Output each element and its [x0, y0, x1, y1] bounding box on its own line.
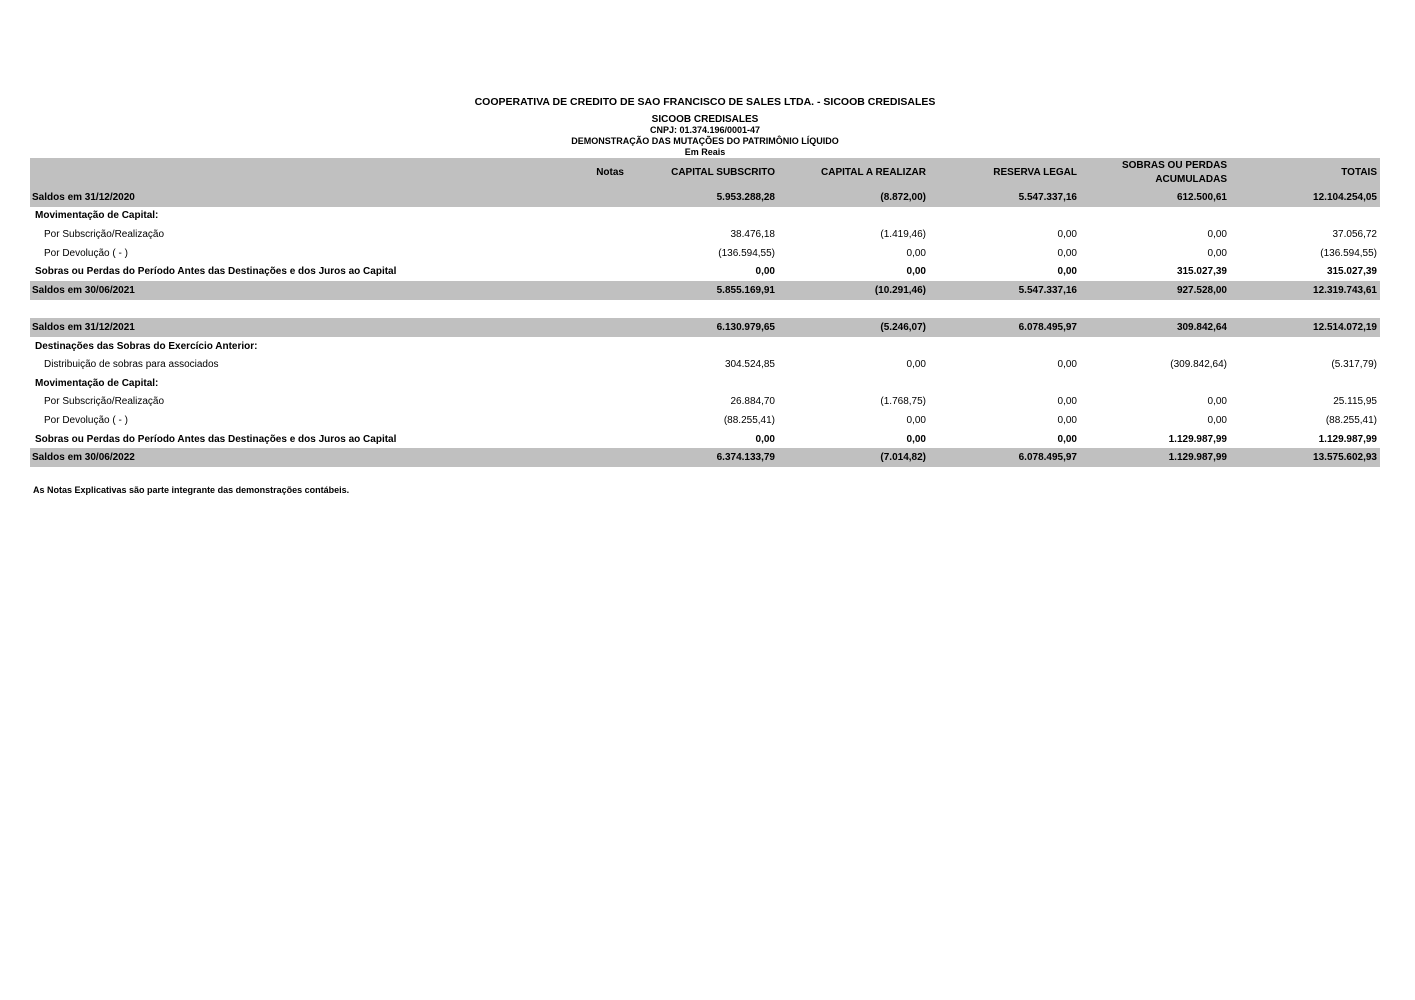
currency-note: Em Reais: [684, 147, 726, 157]
cnpj: CNPJ: 01.374.196/0001-47: [649, 125, 761, 135]
cell-reserva-legal: 5.547.337,16: [1018, 191, 1077, 203]
cell-capital-subscrito: 26.884,70: [730, 396, 775, 408]
table-row: [30, 374, 1380, 393]
header-sobras-line1: SOBRAS OU PERDAS: [1121, 160, 1227, 171]
spacer-row: [30, 300, 1380, 319]
cell-sobras: 0,00: [1207, 228, 1227, 240]
cell-reserva-legal: 5.547.337,16: [1018, 284, 1077, 296]
company-title: COOPERATIVA DE CREDITO DE SAO FRANCISCO DE SALES LTDA. - SICOOB CREDISALES: [474, 96, 936, 108]
footnote: As Notas Explicativas são parte integrante das demonstrações contábeis.: [33, 485, 350, 495]
header-notas: Notas: [596, 167, 624, 178]
cell-reserva-legal: 0,00: [1057, 359, 1077, 371]
cell-capital-a-realizar: (1.768,75): [880, 396, 926, 408]
row-label: Saldos em 30/06/2021: [32, 284, 135, 296]
table-row: [30, 188, 1380, 207]
row-label: Sobras ou Perdas do Período Antes das Destinações e dos Juros ao Capital: [35, 266, 397, 278]
table-row: [30, 281, 1380, 300]
header-capital-a-realizar: CAPITAL A REALIZAR: [821, 167, 926, 178]
statement-title: DEMONSTRAÇÃO DAS MUTAÇÕES DO PATRIMÔNIO LÍQUIDO: [571, 136, 839, 146]
cell-reserva-legal: 0,00: [1057, 247, 1077, 259]
section-label: Movimentação de Capital:: [35, 210, 159, 222]
table-row: [30, 393, 1380, 412]
cell-reserva-legal: 0,00: [1057, 396, 1077, 408]
cell-totais: (88.255,41): [1325, 414, 1377, 426]
table-row: [30, 318, 1380, 337]
header-totais: TOTAIS: [1341, 167, 1377, 178]
cell-reserva-legal: 0,00: [1057, 414, 1077, 426]
row-label: Por Subscrição/Realização: [44, 396, 165, 408]
header-reserva-legal: RESERVA LEGAL: [993, 167, 1077, 178]
cell-capital-a-realizar: 0,00: [906, 247, 926, 259]
cell-capital-subscrito: 304.524,85: [724, 359, 775, 371]
cell-reserva-legal: 6.078.495,97: [1018, 321, 1077, 333]
cell-capital-subscrito: 6.130.979,65: [716, 321, 775, 333]
cell-totais: 315.027,39: [1326, 266, 1377, 278]
cell-capital-subscrito: 38.476,18: [730, 228, 775, 240]
row-label: Distribuição de sobras para associados: [44, 359, 219, 371]
table-row: [30, 430, 1380, 449]
cell-capital-a-realizar: (7.014,82): [880, 452, 926, 464]
cell-capital-subscrito: (88.255,41): [723, 414, 775, 426]
header-blank: [30, 158, 530, 188]
cell-totais: (136.594,55): [1320, 247, 1377, 259]
cell-capital-subscrito: 5.855.169,91: [716, 284, 775, 296]
cell-capital-subscrito: (136.594,55): [718, 247, 775, 259]
table-row: [30, 337, 1380, 356]
cell-capital-a-realizar: 0,00: [906, 266, 926, 278]
table-row: [30, 448, 1380, 467]
header-sobras-line2: ACUMULADAS: [1155, 174, 1227, 185]
cell-totais: 12.319.743,61: [1313, 284, 1377, 296]
cell-totais: 12.514.072,19: [1313, 321, 1377, 333]
section-label: Movimentação de Capital:: [35, 377, 159, 389]
cell-capital-subscrito: 6.374.133,79: [716, 452, 775, 464]
statement-heading: [0, 114, 1410, 158]
table-row: [30, 355, 1380, 374]
cell-sobras: 0,00: [1207, 414, 1227, 426]
cell-reserva-legal: 6.078.495,97: [1018, 452, 1077, 464]
table-row: [30, 225, 1380, 244]
cell-capital-a-realizar: 0,00: [906, 433, 926, 445]
cell-reserva-legal: 0,00: [1057, 228, 1077, 240]
cell-sobras: (309.842,64): [1170, 359, 1227, 371]
cell-totais: 13.575.602,93: [1313, 452, 1377, 464]
row-label: Por Devolução ( - ): [44, 247, 128, 259]
equity-changes-table: [30, 158, 1380, 467]
table-row: [30, 207, 1380, 226]
cell-capital-a-realizar: (10.291,46): [874, 284, 926, 296]
header-sobras: [1080, 158, 1230, 188]
cell-reserva-legal: 0,00: [1057, 433, 1077, 445]
short-name: SICOOB CREDISALES: [651, 114, 759, 125]
cell-totais: 25.115,95: [1333, 396, 1377, 408]
table-header: [30, 158, 1380, 188]
cell-sobras: 1.129.987,99: [1168, 452, 1227, 464]
cell-capital-a-realizar: (8.872,00): [880, 191, 926, 203]
table-row: [30, 411, 1380, 430]
cell-sobras: 315.027,39: [1176, 266, 1227, 278]
table-row: [30, 244, 1380, 263]
cell-capital-subscrito: 0,00: [755, 266, 775, 278]
row-label: Por Subscrição/Realização: [44, 228, 165, 240]
row-label: Por Devolução ( - ): [44, 414, 128, 426]
cell-reserva-legal: 0,00: [1057, 266, 1077, 278]
row-label: Saldos em 31/12/2021: [32, 321, 135, 333]
cell-totais: 12.104.254,05: [1313, 191, 1377, 203]
cell-capital-subscrito: 5.953.288,28: [716, 191, 775, 203]
header-capital-subscrito: CAPITAL SUBSCRITO: [671, 167, 775, 178]
cell-sobras: 927.528,00: [1176, 284, 1227, 296]
cell-sobras: 309.842,64: [1176, 321, 1227, 333]
section-label: Destinações das Sobras do Exercício Anterior:: [35, 340, 258, 352]
cell-capital-subscrito: 0,00: [755, 433, 775, 445]
table-row: [30, 262, 1380, 281]
row-label: Sobras ou Perdas do Período Antes das Destinações e dos Juros ao Capital: [35, 433, 397, 445]
cell-capital-a-realizar: (1.419,46): [880, 228, 926, 240]
cell-capital-a-realizar: 0,00: [906, 359, 926, 371]
cell-sobras: 0,00: [1207, 247, 1227, 259]
cell-sobras: 612.500,61: [1176, 191, 1227, 203]
cell-sobras: 0,00: [1207, 396, 1227, 408]
cell-totais: (5.317,79): [1331, 359, 1377, 371]
row-label: Saldos em 30/06/2022: [32, 452, 135, 464]
cell-sobras: 1.129.987,99: [1168, 433, 1227, 445]
cell-totais: 37.056,72: [1332, 228, 1377, 240]
cell-capital-a-realizar: (5.246,07): [880, 321, 926, 333]
cell-capital-a-realizar: 0,00: [906, 414, 926, 426]
row-label: Saldos em 31/12/2020: [32, 191, 135, 203]
cell-totais: 1.129.987,99: [1318, 433, 1377, 445]
